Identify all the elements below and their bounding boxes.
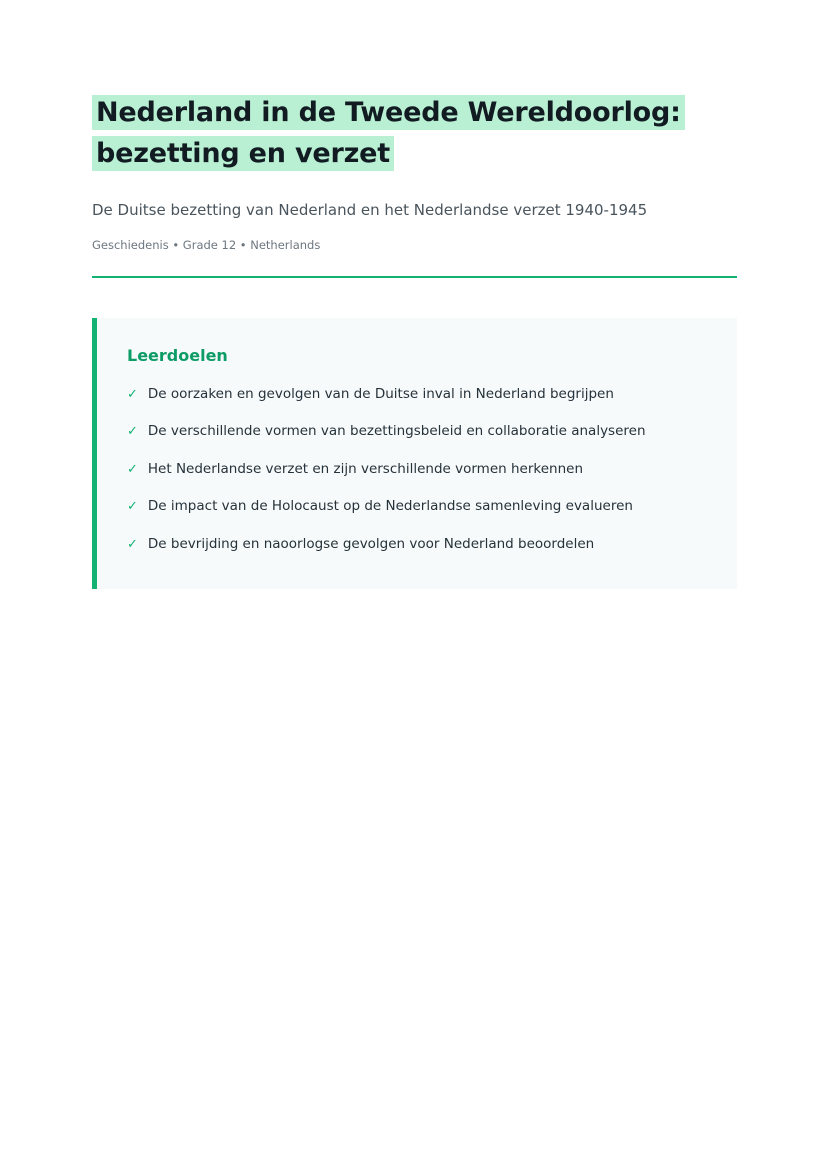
check-icon: ✓ bbox=[127, 536, 138, 552]
list-item bbox=[127, 488, 707, 526]
document-meta: Geschiedenis • Grade 12 • Netherlands bbox=[92, 238, 321, 253]
list-item-label: De impact van de Holocaust op de Nederlandse samenleving evalueren bbox=[147, 498, 633, 515]
list-item bbox=[127, 450, 707, 488]
list-item-label: De verschillende vormen van bezettingsbeleid en collaboratie analyseren bbox=[147, 423, 646, 440]
learning-objectives-heading: Leerdoelen bbox=[127, 346, 228, 366]
list-item bbox=[127, 375, 707, 413]
page-title bbox=[92, 92, 736, 174]
check-icon: ✓ bbox=[127, 461, 138, 477]
list-item bbox=[127, 413, 707, 451]
learning-objectives-list bbox=[127, 375, 707, 563]
page-subtitle: De Duitse bezetting van Nederland en het Nederlandse verzet 1940-1945 bbox=[92, 201, 648, 220]
check-icon: ✓ bbox=[127, 424, 138, 440]
title-divider bbox=[92, 276, 737, 278]
list-item-label: De oorzaken en gevolgen van de Duitse inval in Nederland begrijpen bbox=[147, 385, 614, 402]
list-item bbox=[127, 525, 707, 563]
learning-objectives-panel bbox=[92, 318, 737, 589]
list-item-label: Het Nederlandse verzet en zijn verschillende vormen herkennen bbox=[147, 460, 583, 477]
page-title-line-1: Nederland in de Tweede Wereldoorlog: bbox=[92, 95, 685, 130]
list-item-label: De bevrijding en naoorlogse gevolgen voor Nederland beoordelen bbox=[147, 535, 595, 552]
page-title-line-2: bezetting en verzet bbox=[92, 136, 394, 171]
check-icon: ✓ bbox=[127, 386, 138, 402]
check-icon: ✓ bbox=[127, 499, 138, 515]
